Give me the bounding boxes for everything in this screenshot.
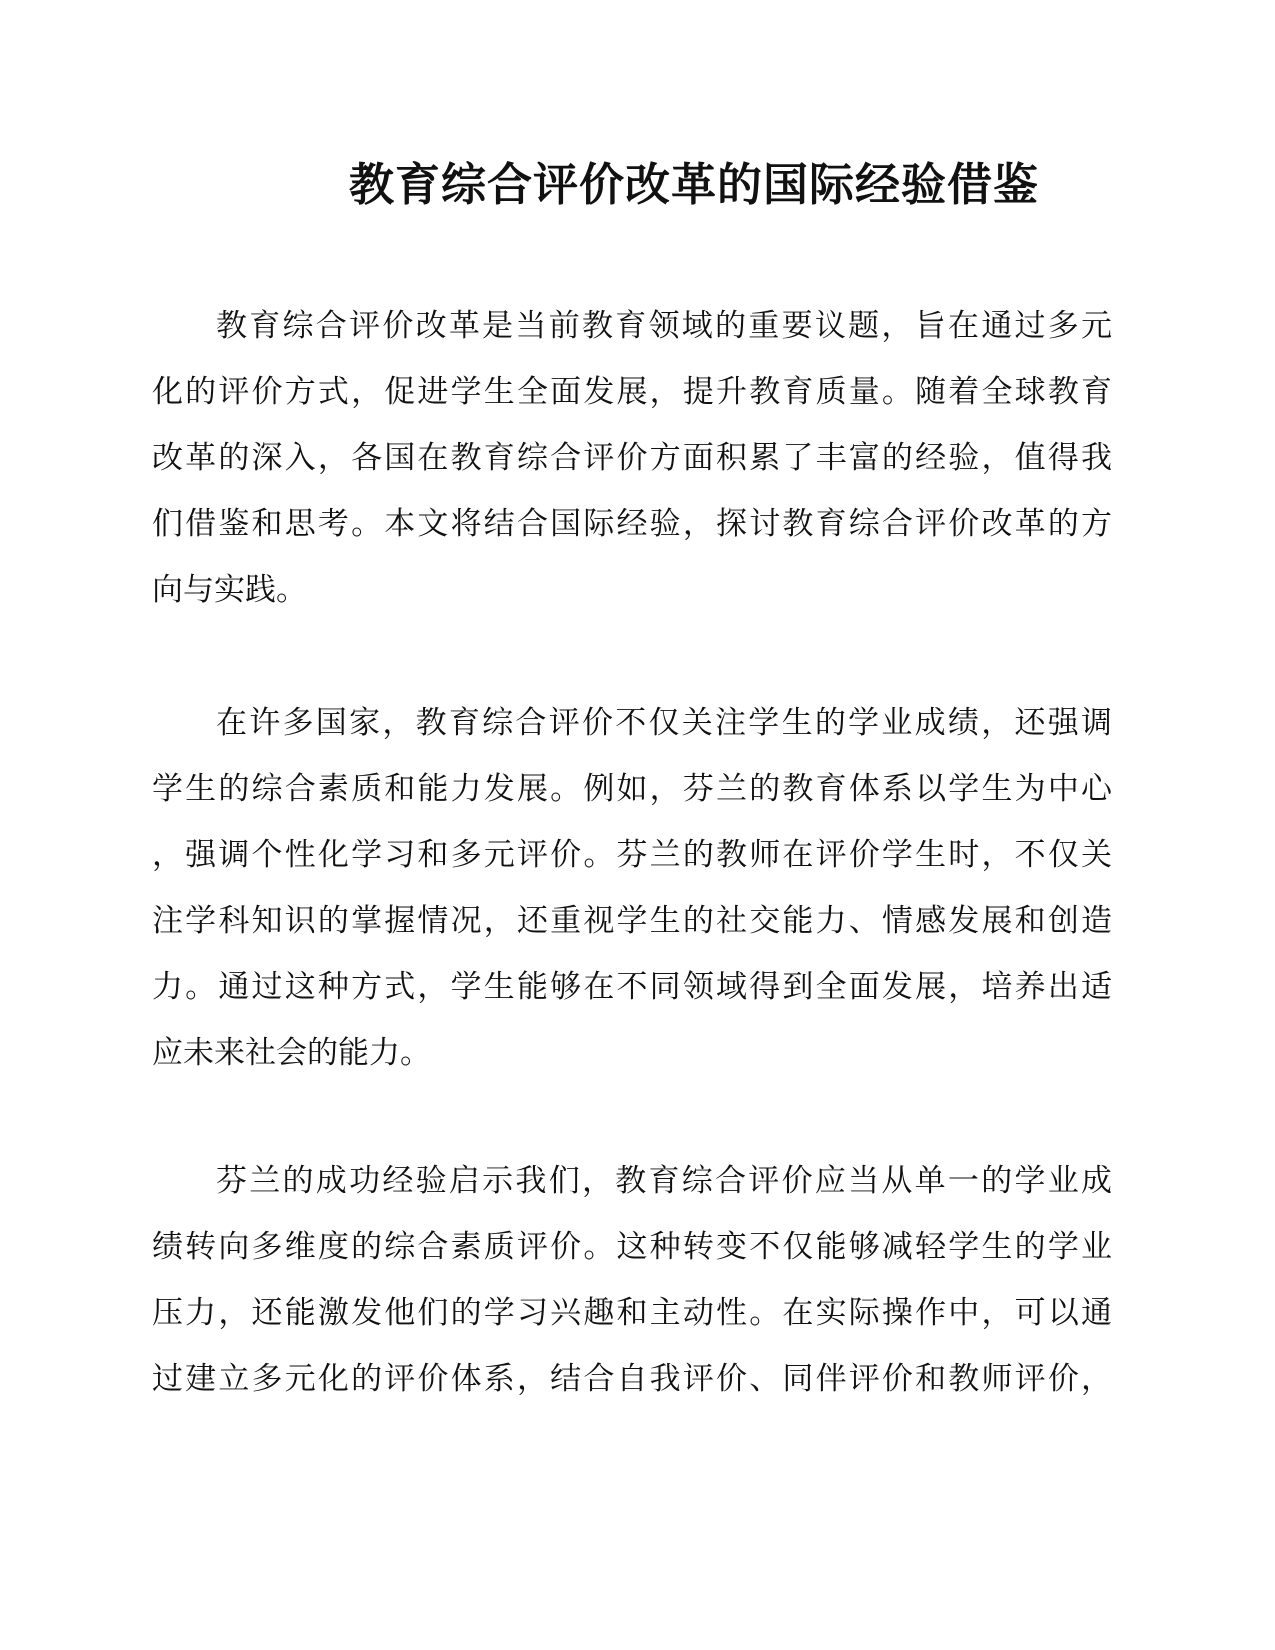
paragraph-1 (152, 293, 1112, 623)
paragraph-line: ，强调个性化学习和多元评价。芬兰的教师在评价学生时，不仅关 (152, 837, 1112, 873)
paragraph-line: 向与实践。 (152, 572, 307, 608)
paragraph-line: 压力，还能激发他们的学习兴趣和主动性。在实际操作中，可以通 (152, 1295, 1112, 1331)
document-title: 教育综合评价改革的国际经验借鉴 (348, 158, 1039, 211)
paragraph-line: 过建立多元化的评价体系，结合自我评价、同伴评价和教师评价， (152, 1361, 1112, 1397)
paragraph-line: 们借鉴和思考。本文将结合国际经验，探讨教育综合评价改革的方 (152, 506, 1112, 542)
paragraph-3 (152, 1148, 1112, 1412)
paragraph-line: 注学科知识的掌握情况，还重视学生的社交能力、情感发展和创造 (152, 903, 1112, 939)
paragraph-line: 教育综合评价改革是当前教育领域的重要议题，旨在通过多元 (216, 308, 1112, 344)
paragraph-line: 在许多国家，教育综合评价不仅关注学生的学业成绩，还强调 (216, 705, 1112, 741)
paragraph-line: 绩转向多维度的综合素质评价。这种转变不仅能够减轻学生的学业 (152, 1229, 1112, 1265)
paragraph-line: 应未来社会的能力。 (152, 1035, 431, 1071)
paragraph-line: 改革的深入，各国在教育综合评价方面积累了丰富的经验，值得我 (152, 440, 1112, 476)
paragraph-2 (152, 690, 1112, 1086)
paragraph-line: 化的评价方式，促进学生全面发展，提升教育质量。随着全球教育 (152, 374, 1112, 410)
paragraph-line: 力。通过这种方式，学生能够在不同领域得到全面发展，培养出适 (152, 969, 1112, 1005)
paragraph-line: 芬兰的成功经验启示我们，教育综合评价应当从单一的学业成 (216, 1163, 1112, 1199)
paragraph-line: 学生的综合素质和能力发展。例如，芬兰的教育体系以学生为中心 (152, 771, 1112, 807)
